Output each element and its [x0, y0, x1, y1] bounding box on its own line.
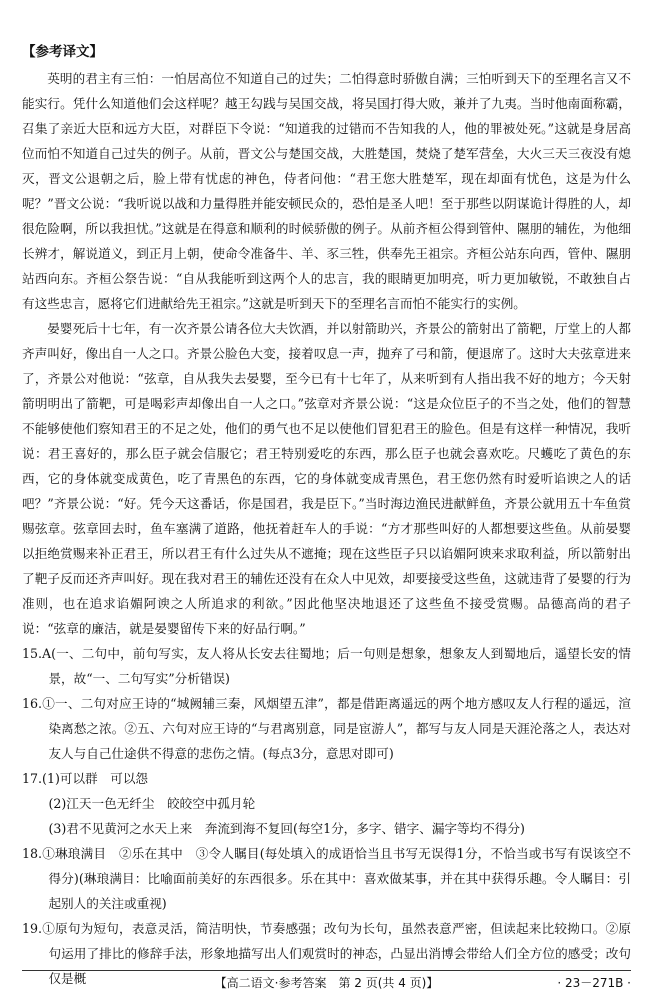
translation-body — [22, 66, 631, 641]
answer-subitem: (3)君不见黄河之水天上来 奔流到海不复回(每空1分，多字、错字、漏字等均不得分) — [48, 821, 525, 836]
section-title: 【参考译文】 — [22, 44, 103, 60]
translation-paragraph: 晏婴死后十七年，有一次齐景公请各位大夫饮酒，并以射箭助兴，齐景公的箭射出了箭靶，厅堂上的人都齐声叫好，像出自一人之口。齐景公脸色大变，接着叹息一声，抛弃了弓和箭，便退席了。这时大夫弦章进来了，齐景公对他说：“弦章，自从我失去晏婴，至今已有十七年了，从来听到有人指出我不好的地方；今天射箭明明出了箭靶，可是喝彩声却像出自一人之口。”弦章对齐景公说：“这是众位臣子的不当之处，他们的智慧不能够使他们察知君王的不足之处，他们的勇气也不足以使他们冒犯君王的脸色。但是有这样一种情况，我听说：君王喜好的，那么臣子就会信服它；君王特别爱吃的东西，那么臣子也就会喜欢吃。尺蠖吃了黄色的东西，它的身体就变成黄色，吃了青黑色的东西，它的身体就变成青黑色，君王您仍然有时爱听谄谀之人的话吧？”齐景公说：“好。凭今天这番话，你是国君，我是臣下。”当时海边渔民进献鲜鱼，齐景公就用五十车鱼赏赐弦章。弦章回去时，鱼车塞满了道路，他抚着赶车人的手说：“方才那些叫好的人都想要这些鱼。从前晏婴以拒绝赏赐来补正君王，所以君王有什么过失从不遮掩；现在这些臣子只以谄媚阿谀来求取利益，所以箭射出了靶子反而还齐声叫好。现在我对君王的辅佐还没有在众人中见效，却要接受这些鱼，这就违背了晏婴的行为准则，也在追求谄媚阿谀之人所追求的利欲。”因此他坚决地退还了这些鱼不接受赏赐。品德高尚的君子说：“弦章的廉洁，就是晏婴留传下来的好品行啊。” — [22, 321, 631, 636]
answer-item: 19.①原句为短句，表意灵活，简洁明快，节奏感强；改句为长句，虽然表意严密，但读起来比较拗口。②原句运用了排比的修辞手法，形象地描写出人们观赏时的神态，凸显出消博会带给人们全方位的感受；改句仅是概 — [22, 921, 631, 986]
page-footer — [22, 970, 631, 995]
answer-subitem: (2)江天一色无纤尘 皎皎空中孤月轮 — [48, 796, 256, 811]
footer-code: · 23－271B · — [557, 976, 631, 990]
answer-item: 17.(1)可以群 可以怨 — [22, 771, 149, 786]
answer-item: 16.①一、二句对应王诗的“城阙辅三秦，风烟望五津”，都是借距离遥远的两个地方感叹友人行程的遥远，渲染离愁之浓。②五、六句对应王诗的“与君离别意，同是宦游人”，都写与友人同是天涯沦落之人，表达对友人与自己仕途供不得意的悲伤之情。(每点3分，意思对即可) — [22, 696, 631, 761]
answer-item: 15.A(一、二句中，前句写实，友人将从长安去往蜀地；后一句则是想象，想象友人到蜀地后，遥望长安的情景，故“一、二句写实”分析错误) — [22, 646, 631, 686]
answers-list — [22, 641, 631, 991]
answer-item: 18.①琳琅满目 ②乐在其中 ③令人瞩目(每处填入的成语恰当且书写无误得1分，不恰当或书写有误该空不得分)(琳琅满目：比喻面前美好的东西很多。乐在其中：喜欢做某事，并在其中获得乐趣。令人瞩目：引起别人的关注或重视) — [22, 846, 631, 911]
translation-paragraph: 英明的君主有三怕：一怕居高位不知道自己的过失；二怕得意时骄傲自满；三怕听到天下的至理名言又不能实行。凭什么知道他们会这样呢？越王勾践与吴国交战，将吴国打得大败，兼并了九夷。当时他南面称霸，召集了亲近大臣和远方大臣，对群臣下令说：“知道我的过错而不告知我的人，他的罪被处死。”这就是身居高位而怕不知道自己过失的例子。从前，晋文公与楚国交战，大胜楚国，焚烧了楚军营垒，大火三天三夜没有熄灭，晋文公退朝之后，脸上带有忧虑的神色，侍者问他：“君王您大胜楚军，现在却面有忧色，这是为什么呢？”晋文公说：“我听说以战和力量得胜并能安顿民众的，恐怕是圣人吧！至于那些以阴谋诡计得胜的人，却很危险啊，所以我担忧。”这就是在得意和顺利的时候骄傲的例子。从前齐桓公得到管仲、隰朋的辅佐，为他细长辨才，解说道义，到正月上朝，使命令准备牛、羊、豕三牲，供奉先王祖宗。齐桓公站东向西，管仲、隰朋站西向东。齐桓公祭告说：“自从我能听到这两个人的忠言，我的眼睛更加明亮，听力更加敏锐，不敢独自占有这些忠言，愿将它们进献给先王祖宗。”这就是听到天下的至理名言而怕不能实行的实例。 — [22, 71, 631, 311]
footer-page-info: 【高二语文·参考答案 第 2 页(共 4 页)】 — [214, 976, 439, 990]
